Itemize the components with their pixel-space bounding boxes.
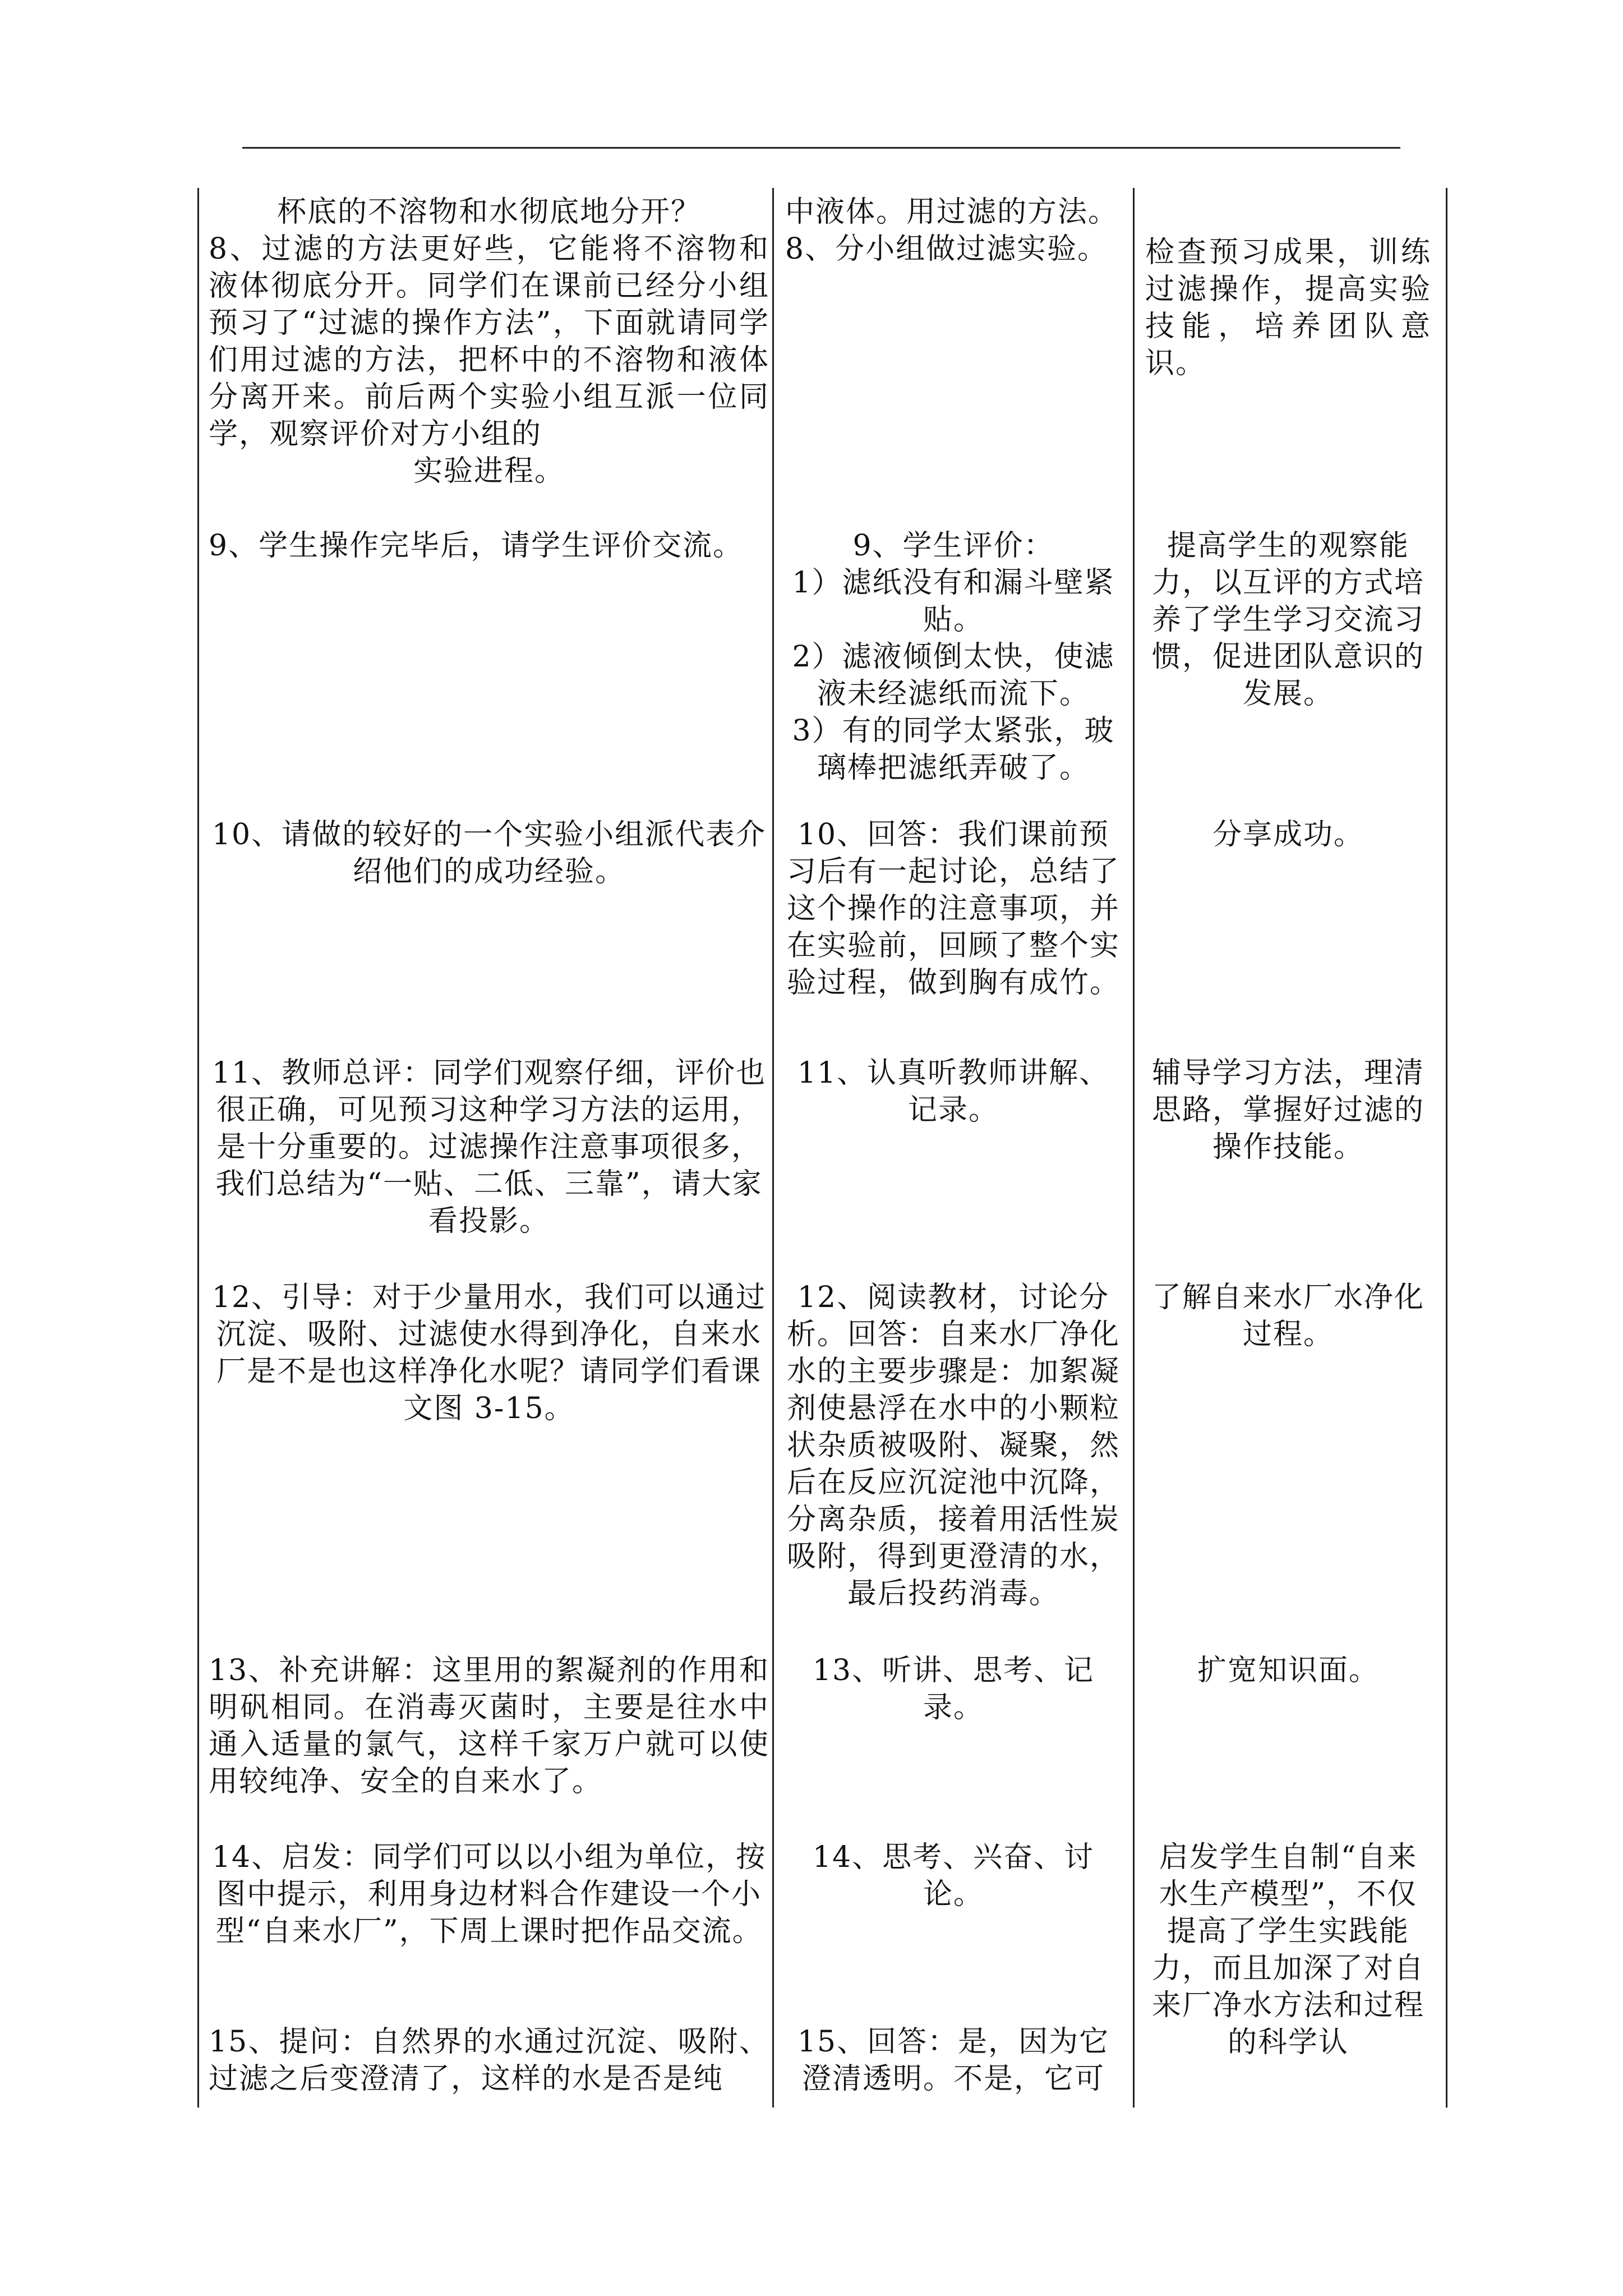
intent-text: 启发学生自制“自来水生产模型”，不仅提高了学生实践能力，而且加深了对自来厂净水方法和过程的科学认 [1151,1841,1424,2059]
header-rule [242,147,1400,149]
teacher-activity-cell [209,1279,769,1427]
student-activity-cell [785,527,1122,786]
teacher-activity-cell [209,2023,769,2097]
student-text: 15、回答：是，因为它澄清透明。不是，它可 [797,2025,1110,2096]
teacher-text: 9、学生操作完毕后，请学生评价交流。 [209,529,744,563]
intent-text: 检查预习成果，训练过滤操作，提高实验技能，培养团队意识。 [1145,236,1431,380]
column-divider-1 [772,188,774,2108]
student-text: 8、分小组做过滤实验。 [785,232,1108,266]
teacher-text: 10、请做的较好的一个实验小组派代表介绍他们的成功经验。 [211,818,767,889]
student-activity-cell [785,1652,1122,1726]
intent-text: 了解自来水厂水净化过程。 [1151,1281,1424,1351]
intent-text: 扩宽知识面。 [1197,1654,1379,1687]
table-border-right [1446,188,1447,2108]
design-intent-cell [1145,816,1431,853]
student-activity-cell [785,816,1122,1001]
student-text: 14、思考、兴奋、讨论。 [812,1841,1095,1911]
teacher-activity-cell [209,1839,769,1950]
teacher-text: 11、教师总评：同学们观察仔细，评价也很正确，可见预习这种学习方法的运用，是十分重要的。过滤操作注意事项很多，我们总结为“一贴、二低、三靠”，请大家看投影。 [211,1056,767,1238]
student-text: 2）滤液倾倒太快，使滤液未经滤纸而流下。 [792,640,1115,711]
student-text: 1）滤纸没有和漏斗壁紧 [792,566,1115,600]
intent-text: 提高学生的观察能力，以互评的方式培养了学生学习交流习惯，促进团队意识的发展。 [1151,529,1424,711]
teacher-activity-cell [209,1652,769,1800]
design-intent-cell [1145,234,1431,382]
student-text: 贴。 [923,603,984,637]
student-text: 13、听讲、思考、记录。 [812,1654,1095,1724]
teacher-text: 杯底的不溶物和水彻底地分开？ [276,195,701,229]
teacher-activity-cell [209,816,769,890]
design-intent-cell [1145,1652,1431,1689]
intent-text: 辅导学习方法，理清思路，掌握好过滤的操作技能。 [1151,1056,1424,1164]
design-intent-cell [1145,527,1431,712]
teacher-activity-cell [209,527,769,564]
student-activity-cell [785,1839,1122,1913]
student-text: 9、学生评价： [852,529,1054,563]
design-intent-cell [1145,1055,1431,1166]
student-text: 中液体。用过滤的方法。 [785,195,1119,229]
design-intent-cell [1145,1839,1431,2061]
student-activity-cell [785,194,1122,268]
student-text: 12、阅读教材，讨论分析。回答：自来水厂净化水的主要步骤是：加絮凝剂使悬浮在水中的小颗粒状杂质被吸附、凝聚，然后在反应沉淀池中沉降，分离杂质，接着用活性炭吸附，得到更澄清的水，最后投药消毒。 [786,1281,1120,1611]
teacher-text: 8、过滤的方法更好些，它能将不溶物和液体彻底分开。同学们在课前已经分小组预习了“过滤的操作方法”，下面就请同学们用过滤的方法，把杯中的不溶物和液体分离开来。前后两个实验小组互派一位同学，观察评价对方小组的 [209,232,769,451]
column-divider-2 [1133,188,1135,2108]
student-activity-cell [785,2023,1122,2097]
design-intent-cell [1145,1279,1431,1353]
student-activity-cell [785,1279,1122,1612]
lesson-plan-table [197,188,1447,2108]
table-border-left [197,188,199,2108]
student-text: 3）有的同学太紧张，玻璃棒把滤纸弄破了。 [792,714,1115,785]
teacher-activity-cell [209,1055,769,1240]
teacher-text: 12、引导：对于少量用水，我们可以通过沉淀、吸附、过滤使水得到净化，自来水厂是不是也这样净化水呢？请同学们看课文图 3-15。 [211,1281,767,1425]
teacher-text: 14、启发：同学们可以以小组为单位，按图中提示，利用身边材料合作建设一个小型“自来水厂”，下周上课时把作品交流。 [211,1841,767,1948]
teacher-text: 13、补充讲解：这里用的絮凝剂的作用和明矾相同。在消毒灭菌时，主要是往水中通入适量的氯气，这样千家万户就可以使用较纯净、安全的自来水了。 [209,1654,769,1798]
student-text: 11、认真听教师讲解、记录。 [797,1056,1110,1127]
intent-text: 分享成功。 [1212,818,1364,852]
teacher-text: 15、提问：自然界的水通过沉淀、吸附、过滤之后变澄清了，这样的水是否是纯 [209,2025,769,2096]
student-text: 10、回答：我们课前预习后有一起讨论，总结了这个操作的注意事项，并在实验前，回顾了整个实验过程，做到胸有成竹。 [786,818,1120,1000]
teacher-text: 实验进程。 [413,454,565,488]
student-activity-cell [785,1055,1122,1129]
teacher-activity-cell [209,194,769,490]
